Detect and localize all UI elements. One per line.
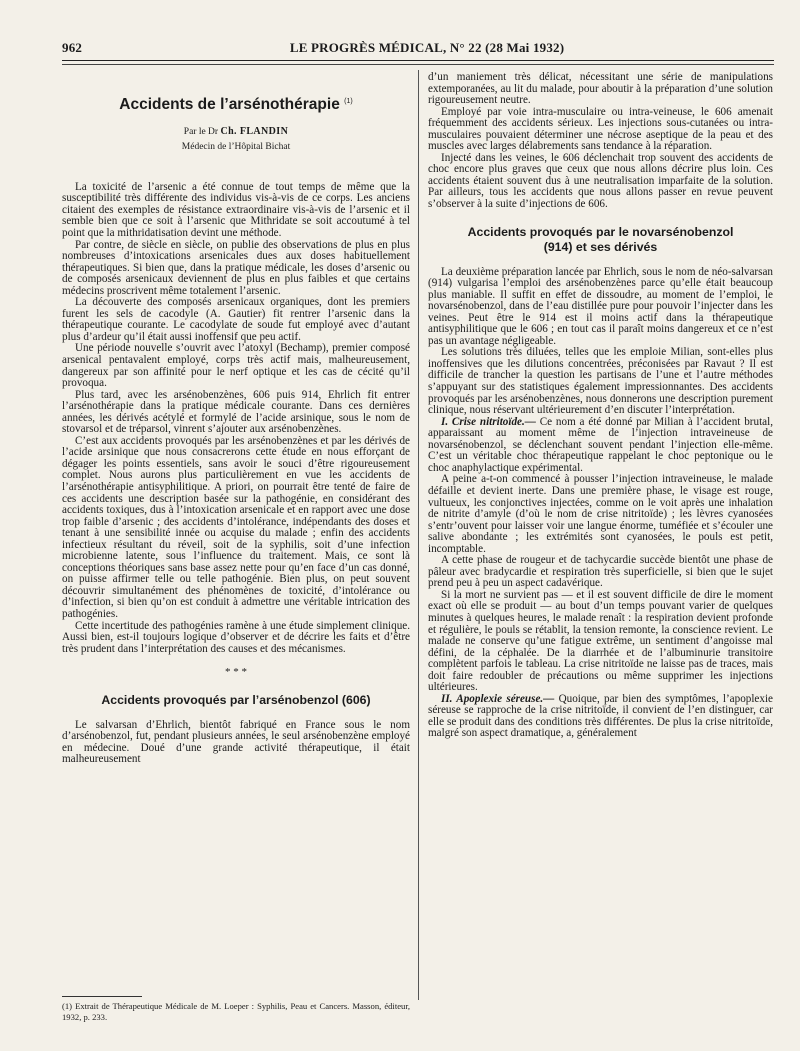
section-separator-stars: * * * <box>225 666 247 679</box>
body-paragraph: Si la mort ne survient pas — et il est souvent difficile de dire le moment exact où elle se produit — au bout d’un temps pouvant varier de quelques minutes à quelques heures, le malade renaît : la respiration devient profonde et régulière, le pouls se rétablit, la tension remonte, la conscience revient. Le malade ne conserve qu’une fatigue extrême, un sentiment d’angoisse mal défini, de la céphalée. De la diarrhée et de l’albuminurie transitoire complètent parfois le tableau. La crise nitritoïde ne laisse pas de traces, mais doit faire redoubler de précautions ou même supprimer les injections ultérieures. <box>428 588 773 694</box>
author-affiliation: Médecin de l’Hôpital Bichat <box>181 142 291 153</box>
footnote: (1) Extrait de Thérapeutique Médicale de M. Loeper : Syphilis, Peau et Cancers. Masson, éditeur, 1932, p. 233. <box>62 1001 410 1022</box>
body-paragraph: Injecté dans les veines, le 606 déclenchait trop souvent des accidents de choc encore plus graves que ceux que nous allons décrire plus loin. Ces accidents étaient souvent dus à une neutralisation imparfaite de la solution. Par ailleurs, tous les accidents que nous allons passer en revue peuvent s’observer à la suite d’injections de 606. <box>428 151 773 211</box>
subsection-text: Quoique, par bien des symptômes, l’apoplexie séreuse se rapproche de la crise nitritoïde, il convient de l’en distinguer, car elle se produit dans des conditions très différentes. De plus la crise nitritoïde, malgré son aspect dramatique, a, généralement <box>428 692 773 740</box>
byline <box>62 126 410 139</box>
intro-paragraph: Par contre, de siècle en siècle, on publie des observations de plus en plus nombreuses d’intoxications arsenicales dues aux doses habituellement thérapeutiques. Si bien que, dans la pratique médicale, les doses d’arsenic ou de composés arsenicaux deviennent de plus en plus faibles et que certains médecins proscrivent même totalement l’arsenic. <box>62 238 410 297</box>
section-title-606: Accidents provoqués par l’arsénobenzol (606) <box>101 692 371 707</box>
body-paragraph: A cette phase de rougeur et de tachycardie succède bientôt une phase de pâleur avec bradycardie et respiration très superficielle, si bien que le sujet prend peu à peu un aspect cadavérique. <box>428 554 773 590</box>
body-paragraph: La deuxième préparation lancée par Ehrlich, sous le nom de néo-salvarsan (914) vulgarisa l’emploi des arsénobenzènes parce qu’elle était beaucoup plus maniable. Il suffit en effet de dissoudre, au moment de l’emploi, le novarsénobenzol, dans de l’eau distillée pure pour pouvoir l’injecter dans les veines. Peut être le 914 est il moins actif dans la thérapeutique antisyphilitique que le 606 ; en tout cas il paraît moins dangereux et ce n’est pas un avantage négligeable. <box>428 265 773 347</box>
intro-paragraph: La toxicité de l’arsenic a été connue de tout temps de même que la susceptibilité très différente des individus vis-à-vis de ce corps. Les anciens citaient des exemples de résistance extraordinaire vis-à-vis de l’arsenic et il semble bien que ce soit à l’arsenic que Mithridate se soit accoutumé à tel point que la mithridatisation devint une méthode. <box>62 180 410 239</box>
subsection-heading: I. Crise nitritoïde.— <box>441 415 536 428</box>
column-divider <box>418 70 419 1000</box>
title-footnote-mark: (1) <box>344 98 353 105</box>
body-paragraph: Les solutions très diluées, telles que les emploie Milian, sont-elles plus inoffensives que les dilutions concentrées, préconisées par Ravaut ? Il est difficile de trancher la question les partisans de l’une et l’autre méthodes s’appuyant sur des statistiques également impressionnantes. Des accidents provoqués par les arsénobenzènes, nous donnerons une description purement clinique, nous réservant ultérieurement d’en discuter l’interprétation. <box>428 346 773 417</box>
subsection-text: Ce nom a été donné par Milian à l’accident brutal, apparaissant au moment même de l’injection intraveineuse de novarsénobenzol, se déclenchant souvent pendant l’injection elle-même. C’est un véritable choc thérapeutique rappelant le choc peptonique ou le choc anaphylactique expérimental. <box>428 415 773 474</box>
page-header <box>62 40 772 56</box>
section-title-914-line1: Accidents provoqués par le novarsénobenzol <box>467 224 734 239</box>
body-paragraph: Employé par voie intra-musculaire ou intra-veineuse, le 606 amenait fréquemment des accidents sérieux. Les injections sous-cutanées ou intra-musculaires pouvaient déterminer une nécrose aseptique de la peau et des muscles avec larges délabrements sans tendance à la réparation. <box>428 105 773 153</box>
section-606-paragraph: Le salvarsan d’Ehrlich, bientôt fabriqué en France sous le nom d’arsénobenzol, fut, pendant plusieurs années, le seul arsénobenzène employé en médecine. Doué d’une grande activité thérapeutique, il était malheureusement <box>62 718 410 766</box>
subsection-heading: II. Apoplexie séreuse.— <box>441 692 555 705</box>
author-name: Ch. FLANDIN <box>220 125 289 137</box>
intro-paragraph: C’est aux accidents provoqués par les arsénobenzènes et par les dérivés de l’acide arsinique que nous consacrerons cette étude en nous efforçant de dégager les points essentiels, sans avoir le souci d’être rigoureusement complet. Nous aurons plus particulièrement en vue les accidents de l’arsénothérapie antisyphilitique. A priori, on pourrait être tenté de faire de ces accidents une description basée sur la pathogénie, en considérant des accidents toxiques, dus à l’intoxication arsenicale et en rapport avec une dose trop faible d’arsenic ; des accidents d’intolérance, indépendants des doses et tenant à une sensibilité innée ou acquise du malade ; enfin des accidents infectieux résultant du réveil, soit de la syphilis, soit d’une infection microbienne latente, sous l’influence du traitement. Mais, ce sont là conceptions théoriques sans base assez nette pour qu’en face d’un cas donné, on puisse affirmer telle ou telle pathogénie. Bien plus, on peut souvent découvrir simultanément des phénomènes de toxicité, d’intolérance ou d’infection, si bien qu’on est conduit à admettre une véritable intrication des pathogénies. <box>62 434 410 621</box>
intro-paragraph: La découverte des composés arsenicaux organiques, dont les premiers furent les sels de cacodyle (A. Gautier) fit rentrer l’arsenic dans la thérapeutique courante. Le cacodylate de soude fut employé avec d’autant plus d’ardeur qu’il était aussi inoffensif que peu actif. <box>62 296 410 343</box>
subsection-crise-nitritoide <box>428 417 773 475</box>
header-rule <box>62 60 774 61</box>
body-paragraph: A peine a-t-on commencé à pousser l’injection intraveineuse, le malade défaille et devient inerte. Dans une première phase, le visage est rouge, vultueux, les conjonctives injectées, comme on le voit après une inhalation de nitrite d’amyle (d’où le nom de crise nitritoïde) ; les lèvres cyanosées s’entr’ouvent pour laisser voir une langue énorme, tuméfiée et s’écouler une salive abondante ; les extrémités sont cyanosées, le pouls est petit, incomptable. <box>428 473 773 555</box>
intro-paragraph: Cette incertitude des pathogénies ramène à une étude simplement clinique. Aussi bien, est-il toujours logique d’observer et de décrire les faits et d’être très prudent dans l’interprétation des causes et des mécanismes. <box>62 619 410 655</box>
journal-title: LE PROGRÈS MÉDICAL, N° 22 (28 Mai 1932) <box>289 40 565 55</box>
article-title-text: Accidents de l’arsénothérapie <box>119 96 340 114</box>
right-column <box>428 72 773 740</box>
continued-paragraph: d’un maniement très délicat, nécessitant une série de manipulations extemporanées, au lit du malade, pour aboutir à la préparation d’une solution rigoureusement neutre. <box>428 71 773 107</box>
page-number: 962 <box>62 40 83 55</box>
subsection-apoplexie-sereuse <box>428 694 773 740</box>
footnote-rule <box>62 996 142 997</box>
section-title-914-line2: (914) et ses dérivés <box>543 239 658 254</box>
section-title-914 <box>428 225 773 255</box>
intro-paragraph: Plus tard, avec les arsénobenzènes, 606 puis 914, Ehrlich fit entrer l’arsénothérapie dans la pratique médicale courante. Dans ces dernières années, les dérivés acétylé et formylé de l’acide arsinique, sous le nom de stovarsol et de tréparsol, vinrent s’ajouter aux arsénobenzènes. <box>62 388 410 436</box>
byline-prefix: Par le Dr <box>183 126 219 137</box>
intro-paragraph: Une période nouvelle s’ouvrit avec l’atoxyl (Bechamp), premier composé arsenical pentavalent employé, corps très actif mais, malheureusement, dangereux par son affinité pour le nerf optique et les cas de cécité qu’il provoqua. <box>62 342 410 390</box>
article-title <box>62 96 410 114</box>
left-column <box>62 72 410 766</box>
header-rule-secondary <box>62 64 774 65</box>
